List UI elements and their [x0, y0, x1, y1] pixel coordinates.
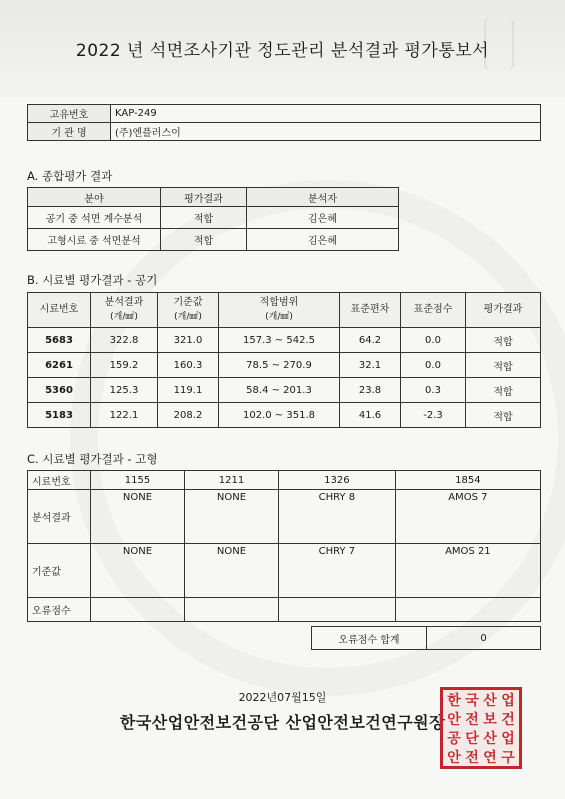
- table-cell: 김은혜: [247, 207, 399, 229]
- table-cell: AMOS 21: [395, 544, 540, 598]
- seal-glyph: 산: [483, 731, 497, 747]
- seal-glyph: 구: [501, 750, 515, 766]
- error-total-table: [311, 626, 541, 650]
- table-cell: NONE: [91, 544, 185, 598]
- seal-glyph: 한: [447, 693, 461, 709]
- seal-glyph: 안: [447, 750, 461, 766]
- col-header: [158, 293, 219, 328]
- table-row: [28, 353, 541, 378]
- table-cell: 적합: [466, 353, 541, 378]
- table-cell: 41.6: [340, 403, 401, 428]
- col-header-text: 적합범위: [259, 297, 299, 308]
- table-cell: NONE: [184, 544, 278, 598]
- seal-glyph: 국: [465, 693, 479, 709]
- table-cell: 119.1: [158, 378, 219, 403]
- table-cell: 322.8: [91, 328, 158, 353]
- table-cell: 157.3 ~ 542.5: [219, 328, 340, 353]
- table-cell: 208.2: [158, 403, 219, 428]
- table-cell: [278, 598, 395, 622]
- sample-id: 1155: [91, 471, 185, 490]
- table-cell: [184, 598, 278, 622]
- col-header: 표준편차: [340, 293, 401, 328]
- table-cell: 321.0: [158, 328, 219, 353]
- table-cell: 적합: [161, 207, 247, 229]
- total-value: 0: [427, 627, 541, 650]
- table-cell: NONE: [91, 490, 185, 544]
- seal-glyph: 전: [465, 712, 479, 728]
- col-header: [91, 293, 158, 328]
- table-cell: -2.3: [401, 403, 466, 428]
- col-header: 분야: [28, 188, 161, 207]
- section-c-title: C. 시료별 평가결과 - 고형: [27, 452, 158, 466]
- table-cell: 125.3: [91, 378, 158, 403]
- sample-id: 6261: [28, 353, 91, 378]
- page-title: 2022 년 석면조사기관 정도관리 분석결과 평가통보서: [75, 41, 490, 61]
- table-cell: 0.0: [401, 353, 466, 378]
- col-header: 평가결과: [466, 293, 541, 328]
- table-cell: 160.3: [158, 353, 219, 378]
- table-cell: 공기 중 석면 계수분석: [28, 207, 161, 229]
- col-header-text: 분석결과: [104, 297, 144, 308]
- table-cell: 고형시료 중 석면분석: [28, 229, 161, 251]
- table-row: [28, 207, 399, 229]
- table-cell: 122.1: [91, 403, 158, 428]
- org-value: (주)엔플러스이: [111, 123, 541, 141]
- table-cell: 적합: [466, 328, 541, 353]
- table-cell: 김은혜: [247, 229, 399, 251]
- unit-text: (개/㎟): [174, 312, 202, 322]
- table-cell: NONE: [184, 490, 278, 544]
- col-header: 표준점수: [401, 293, 466, 328]
- seal-glyph: 업: [501, 693, 515, 709]
- seal-glyph: 단: [465, 731, 479, 747]
- table-cell: 적합: [161, 229, 247, 251]
- col-header: 평가결과: [161, 188, 247, 207]
- table-cell: CHRY 7: [278, 544, 395, 598]
- table-cell: 23.8: [340, 378, 401, 403]
- seal-glyph: 안: [447, 712, 461, 728]
- table-cell: 0.0: [401, 328, 466, 353]
- sample-id: 5360: [28, 378, 91, 403]
- issuing-organization: 한국산업안전보건공단 산업안전보건연구원장: [119, 713, 446, 732]
- issue-date: 2022년07월15일: [238, 691, 327, 704]
- seal-glyph: 업: [501, 731, 515, 747]
- table-cell: 102.0 ~ 351.8: [219, 403, 340, 428]
- section-c-table: [27, 470, 541, 622]
- table-row: [28, 229, 399, 251]
- col-header: 시료번호: [28, 293, 91, 328]
- ref-label: 기준값: [28, 544, 91, 598]
- info-table: [27, 104, 541, 141]
- table-cell: 적합: [466, 378, 541, 403]
- sample-id: 5183: [28, 403, 91, 428]
- sample-id: 1211: [184, 471, 278, 490]
- table-cell: CHRY 8: [278, 490, 395, 544]
- col-header: 분석자: [247, 188, 399, 207]
- sample-label: 시료번호: [28, 471, 91, 490]
- unit-text: (개/㎟): [265, 312, 293, 322]
- seal-glyph: 산: [483, 693, 497, 709]
- total-label: 오류점수 합계: [312, 627, 427, 650]
- col-header: [219, 293, 340, 328]
- sample-id: 1854: [395, 471, 540, 490]
- table-cell: 적합: [466, 403, 541, 428]
- id-label: 고유번호: [28, 105, 111, 123]
- result-label: 분석결과: [28, 490, 91, 544]
- seal-glyph: 연: [483, 750, 497, 766]
- table-row: [28, 403, 541, 428]
- seal-glyph: 공: [447, 731, 461, 747]
- section-a-title: A. 종합평가 결과: [27, 169, 113, 183]
- org-label: 기 관 명: [28, 123, 111, 141]
- unit-text: (개/㎟): [110, 312, 138, 322]
- seal-glyph: 보: [483, 712, 497, 728]
- seal-glyph: 건: [501, 712, 515, 728]
- table-row: [28, 378, 541, 403]
- table-cell: [395, 598, 540, 622]
- seal-glyph: 전: [465, 750, 479, 766]
- table-cell: [91, 598, 185, 622]
- table-cell: 58.4 ~ 201.3: [219, 378, 340, 403]
- table-cell: 32.1: [340, 353, 401, 378]
- table-cell: AMOS 7: [395, 490, 540, 544]
- id-value: KAP-249: [111, 105, 541, 123]
- table-cell: 64.2: [340, 328, 401, 353]
- table-row: [28, 328, 541, 353]
- table-cell: 159.2: [91, 353, 158, 378]
- sample-id: 1326: [278, 471, 395, 490]
- error-label: 오류점수: [28, 598, 91, 622]
- section-b-title: B. 시료별 평가결과 - 공기: [27, 273, 158, 287]
- official-seal: [440, 687, 522, 769]
- sample-id: 5683: [28, 328, 91, 353]
- col-header-text: 기준값: [173, 297, 203, 308]
- section-b-table: [27, 292, 541, 428]
- table-cell: 78.5 ~ 270.9: [219, 353, 340, 378]
- section-a-table: [27, 187, 399, 251]
- table-cell: 0.3: [401, 378, 466, 403]
